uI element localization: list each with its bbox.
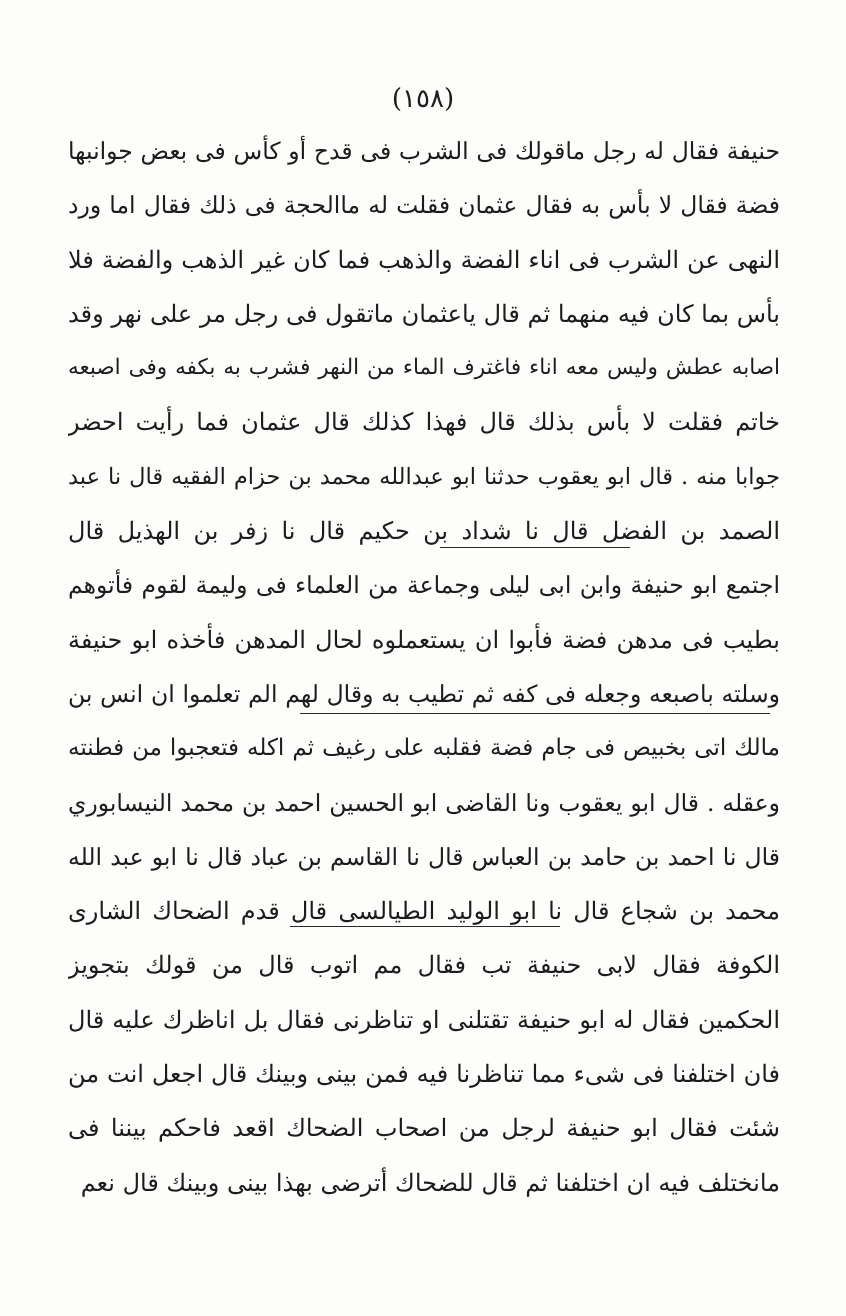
text-line: الحكمين فقال له ابو حنيفة تقتلنى او تناظرنى فقال بل اناظرك عليه قال	[68, 1005, 780, 1034]
text-line: شئت فقال ابو حنيفة لرجل من اصحاب الضحاك اقعد فاحكم بيننا فى	[68, 1114, 780, 1143]
text-line: وعقله . قال ابو يعقوب ونا القاضى ابو الحسين احمد بن محمد النيسابوري	[68, 788, 780, 817]
text-line: اجتمع ابو حنيفة وابن ابى ليلى وجماعة من العلماء فى وليمة لقوم فأتوهم	[68, 571, 780, 600]
text-line: الكوفة فقال لابى حنيفة تب فقال مم اتوب قال من قولك بتجويز	[68, 951, 780, 980]
text-line: اصابه عطش وليس معه اناء فاغترف الماء من النهر فشرب به بكفه وفى اصبعه	[68, 355, 780, 381]
text-line: جوابا منه . قال ابو يعقوب حدثنا ابو عبدالله محمد بن حزام الفقيه قال نا عبد	[68, 463, 780, 490]
pen-underline-mark	[440, 547, 630, 548]
text-line: بطيب فى مدهن فضة فأبوا ان يستعملوه لحال المدهن فأخذه ابو حنيفة	[68, 625, 780, 654]
pen-underline-mark	[300, 713, 770, 714]
text-line: خاتم فقلت لا بأس بذلك قال فهذا كذلك قال عثمان فما رأيت احضر	[68, 408, 780, 437]
text-line: مانختلف فيه ان اختلفنا ثم قال للضحاك أترضى بهذا بينى وبينك قال نعم	[80, 1168, 780, 1197]
page-number: (١٥٨)	[391, 84, 455, 114]
text-line: بأس بما كان فيه منهما ثم قال ياعثمان ماتقول فى رجل مر على نهر وقد	[68, 299, 780, 328]
text-line: قال نا احمد بن حامد بن العباس قال نا القاسم بن عباد قال نا ابو عبد الله	[68, 842, 780, 871]
text-line: النهى عن الشرب فى اناء الفضة والذهب فما كان غير الذهب والفضة فلا	[68, 245, 780, 274]
text-line: الصمد بن الفضل قال نا شداد بن حكيم قال نا زفر بن الهذيل قال	[68, 517, 780, 546]
body-text	[68, 124, 780, 1210]
text-line: محمد بن شجاع قال نا ابو الوليد الطيالسى قال قدم الضحاك الشارى	[68, 897, 780, 926]
text-line: مالك اتى بخبيص فى جام فضة فقلبه على رغيف ثم اكله فتعجبوا من فطنته	[68, 735, 780, 762]
text-line: وسلته باصبعه وجعله فى كفه ثم تطيب به وقال لهم الم تعلموا ان انس بن	[68, 679, 780, 708]
pen-underline-mark	[290, 926, 560, 927]
text-line: فان اختلفنا فى شىء مما تناظرنا فيه فمن بينى وبينك قال اجعل انت من	[68, 1060, 780, 1089]
text-line: فضة فقال لا بأس به فقال عثمان فقلت له ماالحجة فى ذلك فقال اما ورد	[68, 191, 780, 220]
text-line: حنيفة فقال له رجل ماقولك فى الشرب فى قدح أو كأس فى بعض جوانبها	[68, 137, 780, 165]
